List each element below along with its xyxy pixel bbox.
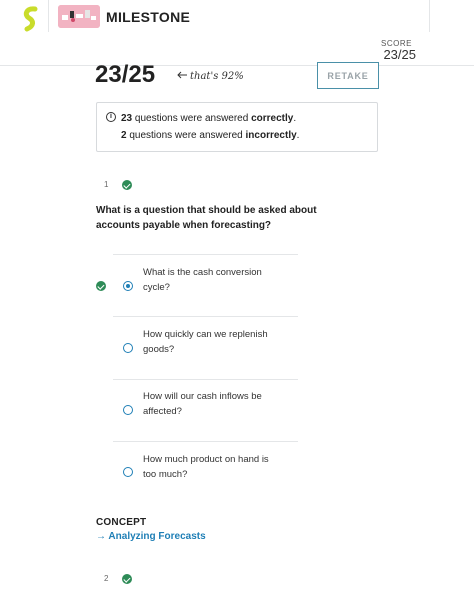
option-divider [113, 379, 298, 380]
score-hint [176, 71, 244, 82]
score-label: SCORE [381, 39, 412, 48]
score-value: 23/25 [383, 47, 416, 62]
info-icon: i [106, 112, 116, 122]
question-number: 2 [104, 574, 109, 583]
option-radio-selected[interactable] [123, 281, 133, 291]
retake-button[interactable]: RETAKE [317, 62, 379, 89]
correct-summary: 23 questions were answered correctly. [121, 113, 297, 124]
correct-answer-check-icon [96, 281, 106, 291]
option-label[interactable]: How quickly can we replenish goods? [143, 329, 268, 355]
option-divider [113, 254, 298, 255]
header-divider [48, 0, 49, 32]
option-divider [113, 441, 298, 442]
header-divider-right [429, 0, 430, 32]
hint-text: that's 92% [190, 71, 244, 82]
correct-check-icon [122, 574, 132, 584]
option-divider [113, 316, 298, 317]
option-label[interactable]: How much product on hand is too much? [143, 454, 269, 480]
option-label[interactable]: How will our cash inflows be affected? [143, 391, 262, 417]
course-title: MILESTONE [106, 9, 191, 25]
concept-link[interactable]: → Analyzing Forecasts [96, 531, 206, 542]
question-text: What is a question that should be asked about accounts payable when forecasting? [96, 205, 317, 231]
big-score: 23/25 [95, 61, 156, 88]
option-radio[interactable] [123, 405, 133, 415]
course-thumbnail [58, 5, 100, 28]
correct-check-icon [122, 180, 132, 190]
option-radio[interactable] [123, 467, 133, 477]
back-arrow-icon [176, 71, 188, 82]
question-number: 1 [104, 180, 109, 189]
results-summary [96, 102, 378, 152]
option-radio[interactable] [123, 343, 133, 353]
top-bar [0, 0, 474, 66]
sophia-logo-icon[interactable] [20, 6, 42, 32]
option-label[interactable]: What is the cash conversion cycle? [143, 267, 262, 293]
incorrect-summary: 2 questions were answered incorrectly. [121, 130, 300, 141]
arrow-right-icon: → [96, 531, 109, 542]
concept-label: CONCEPT [96, 517, 147, 528]
